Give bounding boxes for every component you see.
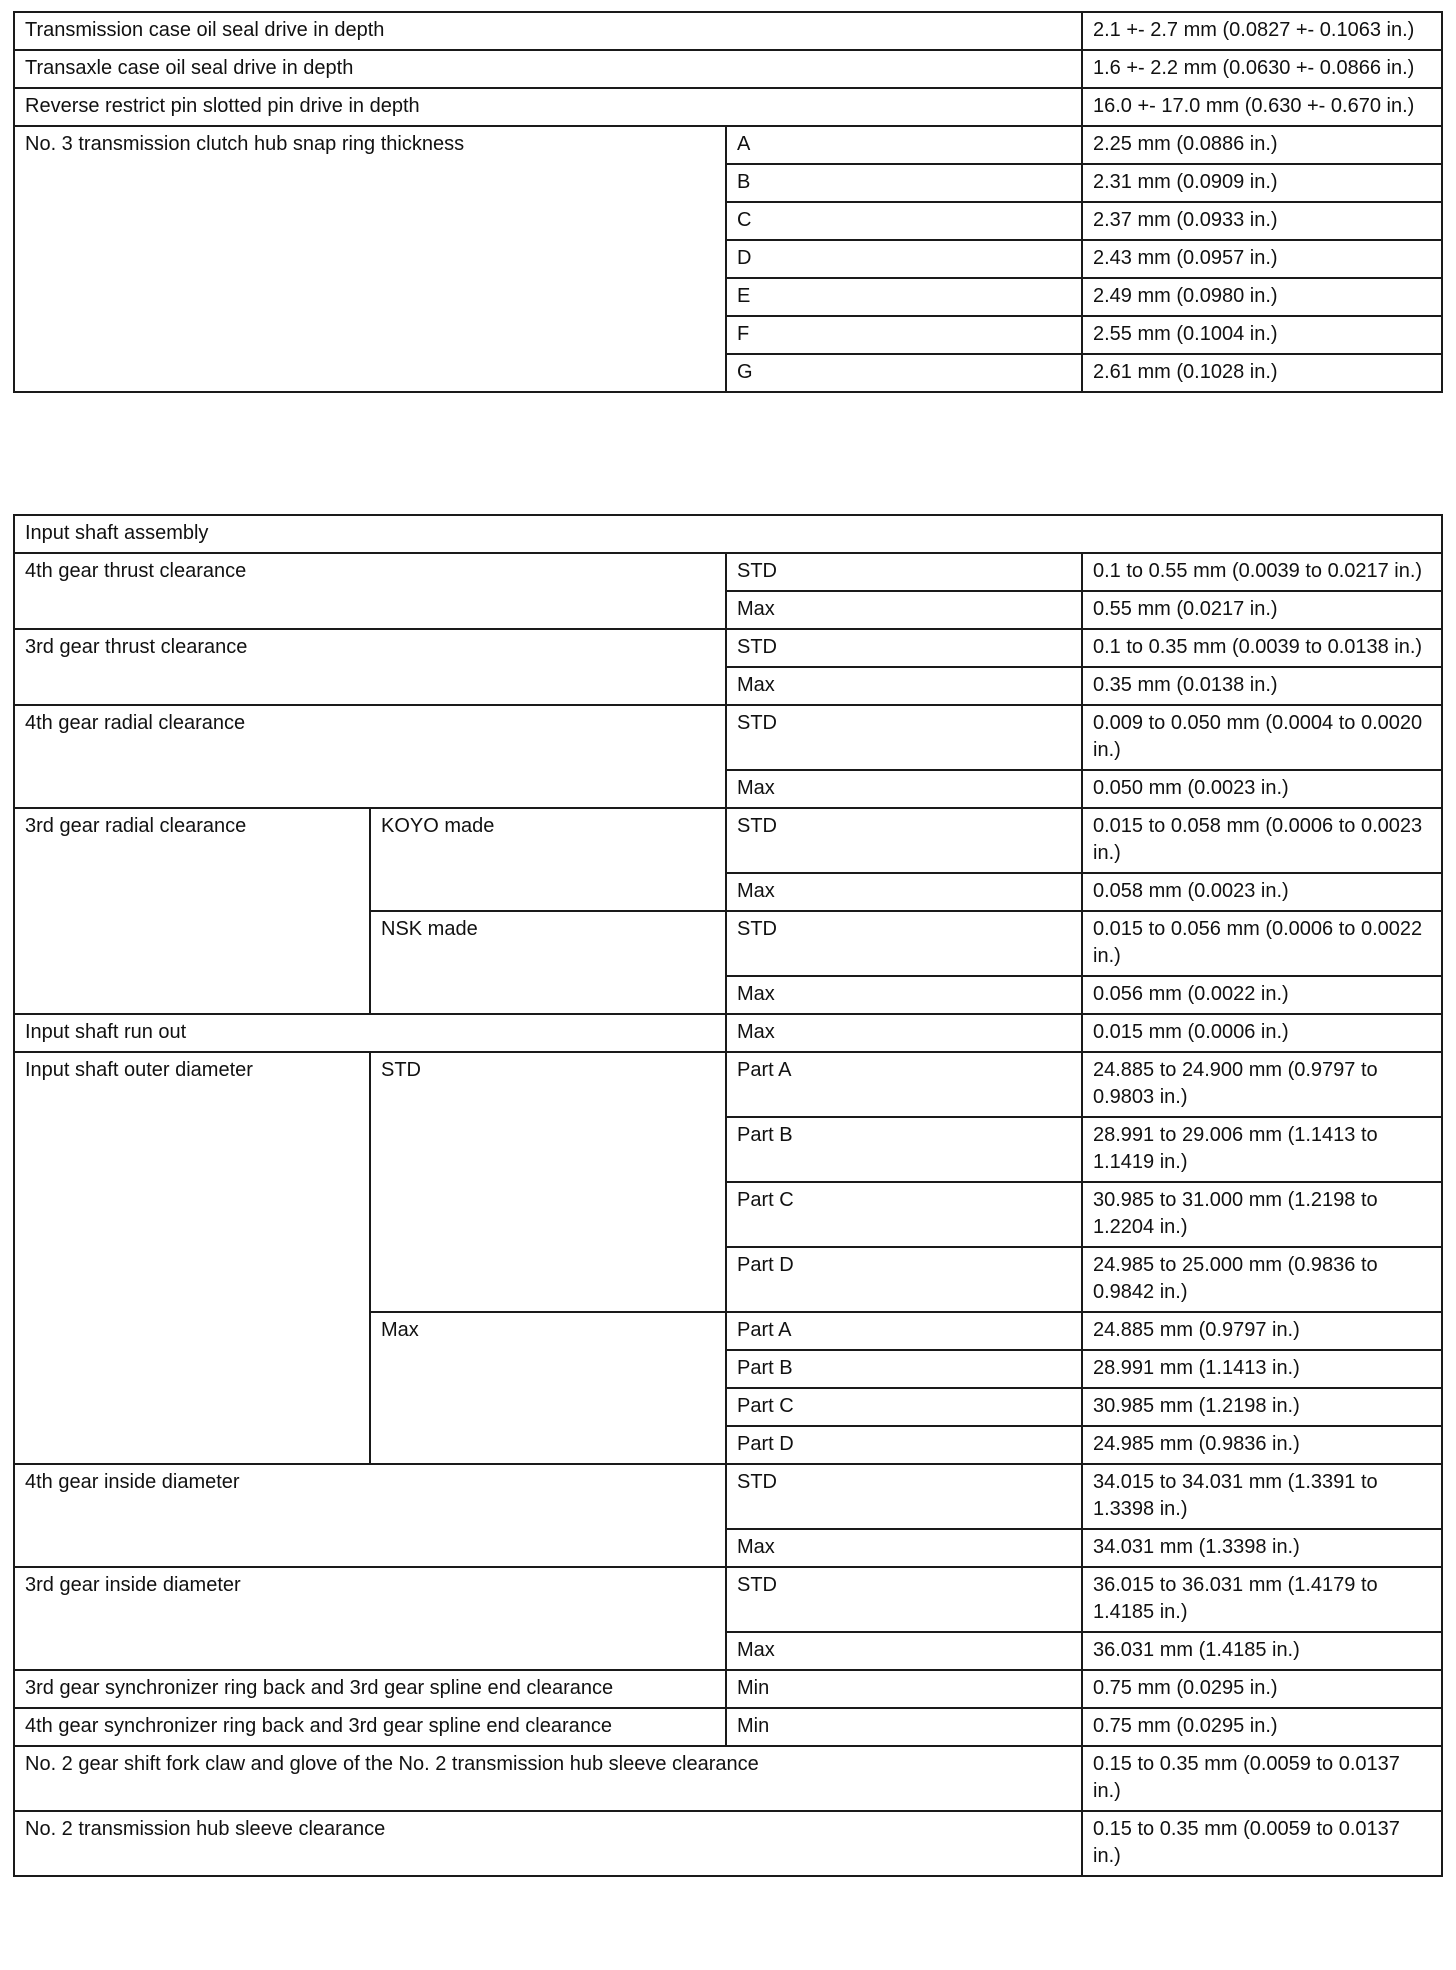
- table-row: [14, 126, 1442, 164]
- condition-cell: STD: [726, 808, 1082, 873]
- spec-value: 28.991 mm (1.1413 in.): [1082, 1350, 1442, 1388]
- spec-value: 2.61 mm (0.1028 in.): [1082, 354, 1442, 392]
- spec-value: 0.55 mm (0.0217 in.): [1082, 591, 1442, 629]
- part-cell: Part B: [726, 1117, 1082, 1182]
- condition-cell: Max: [726, 1014, 1082, 1052]
- condition-cell: Max: [726, 770, 1082, 808]
- condition-cell: STD: [726, 629, 1082, 667]
- spec-value: 16.0 +- 17.0 mm (0.630 +- 0.670 in.): [1082, 88, 1442, 126]
- table-row: [14, 1811, 1442, 1876]
- condition-cell: STD: [370, 1052, 726, 1312]
- spec-value: 24.885 to 24.900 mm (0.9797 to 0.9803 in.): [1082, 1052, 1442, 1117]
- spec-label: 3rd gear thrust clearance: [14, 629, 726, 705]
- spec-value: 24.985 to 25.000 mm (0.9836 to 0.9842 in.): [1082, 1247, 1442, 1312]
- spec-value: 0.1 to 0.35 mm (0.0039 to 0.0138 in.): [1082, 629, 1442, 667]
- spec-value: 2.1 +- 2.7 mm (0.0827 +- 0.1063 in.): [1082, 12, 1442, 50]
- spec-label: Input shaft outer diameter: [14, 1052, 370, 1464]
- part-cell: Part C: [726, 1388, 1082, 1426]
- table-title: Input shaft assembly: [14, 515, 1442, 553]
- condition-cell: Max: [726, 976, 1082, 1014]
- table-row: [14, 515, 1442, 553]
- spec-label: 3rd gear synchronizer ring back and 3rd gear spline end clearance: [14, 1670, 726, 1708]
- spec-value: 0.75 mm (0.0295 in.): [1082, 1670, 1442, 1708]
- spec-label: 4th gear thrust clearance: [14, 553, 726, 629]
- maker-cell: KOYO made: [370, 808, 726, 911]
- condition-cell: Max: [726, 1632, 1082, 1670]
- drive-depth-spec-table: [13, 11, 1443, 393]
- spec-label: No. 2 gear shift fork claw and glove of the No. 2 transmission hub sleeve clearance: [14, 1746, 1082, 1811]
- table-row: [14, 1708, 1442, 1746]
- condition-cell: STD: [726, 1464, 1082, 1529]
- mark-cell: D: [726, 240, 1082, 278]
- spec-label: Transaxle case oil seal drive in depth: [14, 50, 1082, 88]
- table-row: [14, 1052, 1442, 1117]
- spec-label: 4th gear synchronizer ring back and 3rd gear spline end clearance: [14, 1708, 726, 1746]
- condition-cell: Max: [726, 1529, 1082, 1567]
- spec-value: 2.25 mm (0.0886 in.): [1082, 126, 1442, 164]
- spec-label: 4th gear radial clearance: [14, 705, 726, 808]
- spec-value: 24.985 mm (0.9836 in.): [1082, 1426, 1442, 1464]
- table-row: [14, 808, 1442, 873]
- spec-value: 36.031 mm (1.4185 in.): [1082, 1632, 1442, 1670]
- spec-value: 30.985 to 31.000 mm (1.2198 to 1.2204 in.): [1082, 1182, 1442, 1247]
- spec-value: 0.15 to 0.35 mm (0.0059 to 0.0137 in.): [1082, 1746, 1442, 1811]
- part-cell: Part D: [726, 1426, 1082, 1464]
- spec-value: 0.015 to 0.056 mm (0.0006 to 0.0022 in.): [1082, 911, 1442, 976]
- spec-value: 0.058 mm (0.0023 in.): [1082, 873, 1442, 911]
- spec-value: 0.015 mm (0.0006 in.): [1082, 1014, 1442, 1052]
- table-row: [14, 1014, 1442, 1052]
- spec-value: 2.31 mm (0.0909 in.): [1082, 164, 1442, 202]
- table-row: [14, 553, 1442, 591]
- spec-label: Input shaft run out: [14, 1014, 726, 1052]
- spec-value: 2.37 mm (0.0933 in.): [1082, 202, 1442, 240]
- spec-label: 4th gear inside diameter: [14, 1464, 726, 1567]
- spec-value: 34.031 mm (1.3398 in.): [1082, 1529, 1442, 1567]
- spec-value: 0.009 to 0.050 mm (0.0004 to 0.0020 in.): [1082, 705, 1442, 770]
- part-cell: Part A: [726, 1312, 1082, 1350]
- spec-label: No. 3 transmission clutch hub snap ring thickness: [14, 126, 726, 392]
- spec-value: 0.35 mm (0.0138 in.): [1082, 667, 1442, 705]
- table-row: [14, 1670, 1442, 1708]
- mark-cell: C: [726, 202, 1082, 240]
- condition-cell: Max: [370, 1312, 726, 1464]
- table-row: [14, 1746, 1442, 1811]
- condition-cell: Min: [726, 1708, 1082, 1746]
- spec-label: Transmission case oil seal drive in depth: [14, 12, 1082, 50]
- spec-value: 34.015 to 34.031 mm (1.3391 to 1.3398 in.): [1082, 1464, 1442, 1529]
- mark-cell: F: [726, 316, 1082, 354]
- spec-value: 0.15 to 0.35 mm (0.0059 to 0.0137 in.): [1082, 1811, 1442, 1876]
- mark-cell: A: [726, 126, 1082, 164]
- table-row: [14, 1464, 1442, 1529]
- spec-value: 2.55 mm (0.1004 in.): [1082, 316, 1442, 354]
- condition-cell: STD: [726, 1567, 1082, 1632]
- spec-value: 24.885 mm (0.9797 in.): [1082, 1312, 1442, 1350]
- spec-value: 1.6 +- 2.2 mm (0.0630 +- 0.0866 in.): [1082, 50, 1442, 88]
- condition-cell: STD: [726, 553, 1082, 591]
- condition-cell: Max: [726, 591, 1082, 629]
- condition-cell: Max: [726, 667, 1082, 705]
- spec-value: 2.49 mm (0.0980 in.): [1082, 278, 1442, 316]
- spec-value: 0.056 mm (0.0022 in.): [1082, 976, 1442, 1014]
- spec-value: 0.1 to 0.55 mm (0.0039 to 0.0217 in.): [1082, 553, 1442, 591]
- maker-cell: NSK made: [370, 911, 726, 1014]
- spec-label: Reverse restrict pin slotted pin drive in depth: [14, 88, 1082, 126]
- table-row: [14, 1567, 1442, 1632]
- table-row: [14, 88, 1442, 126]
- spec-value: 0.050 mm (0.0023 in.): [1082, 770, 1442, 808]
- spec-label: No. 2 transmission hub sleeve clearance: [14, 1811, 1082, 1876]
- input-shaft-spec-table: [13, 514, 1443, 1877]
- table-row: [14, 50, 1442, 88]
- spec-label: 3rd gear inside diameter: [14, 1567, 726, 1670]
- part-cell: Part A: [726, 1052, 1082, 1117]
- condition-cell: Max: [726, 873, 1082, 911]
- part-cell: Part C: [726, 1182, 1082, 1247]
- condition-cell: STD: [726, 705, 1082, 770]
- mark-cell: G: [726, 354, 1082, 392]
- mark-cell: E: [726, 278, 1082, 316]
- table-row: [14, 705, 1442, 770]
- mark-cell: B: [726, 164, 1082, 202]
- table-row: [14, 629, 1442, 667]
- spec-value: 0.015 to 0.058 mm (0.0006 to 0.0023 in.): [1082, 808, 1442, 873]
- spec-value: 28.991 to 29.006 mm (1.1413 to 1.1419 in.): [1082, 1117, 1442, 1182]
- spec-value: 0.75 mm (0.0295 in.): [1082, 1708, 1442, 1746]
- condition-cell: STD: [726, 911, 1082, 976]
- spec-value: 30.985 mm (1.2198 in.): [1082, 1388, 1442, 1426]
- spec-value: 36.015 to 36.031 mm (1.4179 to 1.4185 in.): [1082, 1567, 1442, 1632]
- condition-cell: Min: [726, 1670, 1082, 1708]
- part-cell: Part D: [726, 1247, 1082, 1312]
- part-cell: Part B: [726, 1350, 1082, 1388]
- table-row: [14, 12, 1442, 50]
- spec-label: 3rd gear radial clearance: [14, 808, 370, 1014]
- spec-value: 2.43 mm (0.0957 in.): [1082, 240, 1442, 278]
